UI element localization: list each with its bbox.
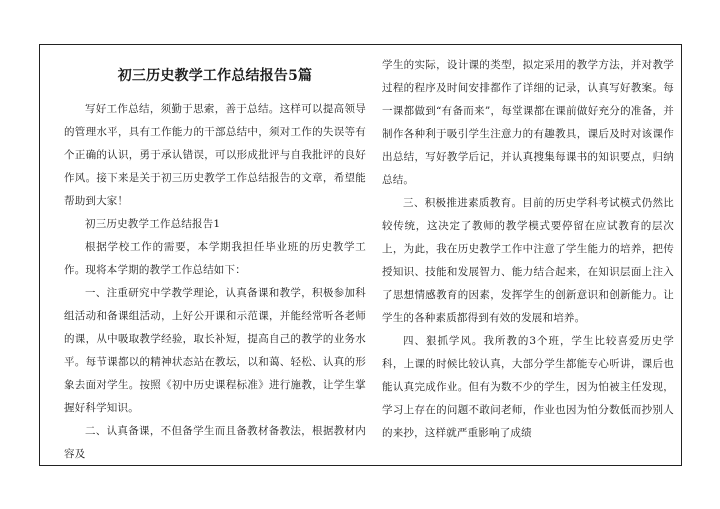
paragraph-point-4: 四、狠抓学风。我所教的3个班，学生比较喜爱历史学科，上课的时候比较认真，大部分学生都能专心听讲，课后也能认真完成作业。但有为数不少的学生，因为怕被主任发现，学习上存在的问题不敢问老师，作业也因为怕分数低而抄别人的来抄，这样就严重影响了成绩 [382, 335, 674, 439]
paragraph-point-1: 一、注重研究中学教学理论，认真备课和教学，积极参加科组活动和备课组活动，上好公开课和示范课，并能经常听各老师的课，从中吸取教学经验，取长补短，提高自己的教学的业务水平。每节课都以的精神状态站在教坛，以和蔼、轻松、认真的形象去面对学生。按照《初中历史课程标准》进行施教，让学生掌握好科学知识。 [64, 287, 366, 414]
left-column [64, 45, 366, 466]
document-page [39, 44, 682, 466]
paragraph-overview: 根据学校工作的需要，本学期我担任毕业班的历史教学工作。现将本学期的教学工作总结如下： [64, 241, 366, 276]
paragraph-intro: 写好工作总结，须勤于思索，善于总结。这样可以提高领导的管理水平，具有工作能力的干部总结中，须对工作的失误等有个正确的认识，勇于承认错误，可以形成批评与自我批评的良好作风。接下来是关于初三历史教学工作总结报告的文章，希望能帮助到大家！ [64, 103, 366, 207]
paragraph-point-3: 三、积极推进素质教育。目前的历史学科考试模式仍然比较传统，这决定了教师的教学模式要停留在应试教育的层次上，为此，我在历史教学工作中注意了学生能力的培养，把传授知识、技能和发展智力、能力结合起来，在知识层面上注入了思想情感教育的因素，发挥学生的创新意识和创新能力。让学生的各种素质都得到有效的发展和培养。 [382, 197, 674, 324]
paragraph-point-2-continued: 学生的实际，设计课的类型，拟定采用的教学方法，并对教学过程的程序及时间安排都作了详细的记录，认真写好教案。每一课都做到“有备而来”，每堂课都在课前做好充分的准备，并制作各种利于吸引学生注意力的有趣教具，课后及时对该课作出总结，写好教学后记，并认真搜集每课书的知识要点，归纳总结。 [382, 59, 674, 186]
paragraph-point-2-start: 二、认真备课，不但备学生而且备教材备教法，根据教材内容及 [64, 425, 366, 460]
right-column [382, 45, 674, 445]
document-title: 初三历史教学工作总结报告5篇 [117, 68, 313, 84]
paragraph-heading-report-1: 初三历史教学工作总结报告1 [85, 218, 221, 230]
